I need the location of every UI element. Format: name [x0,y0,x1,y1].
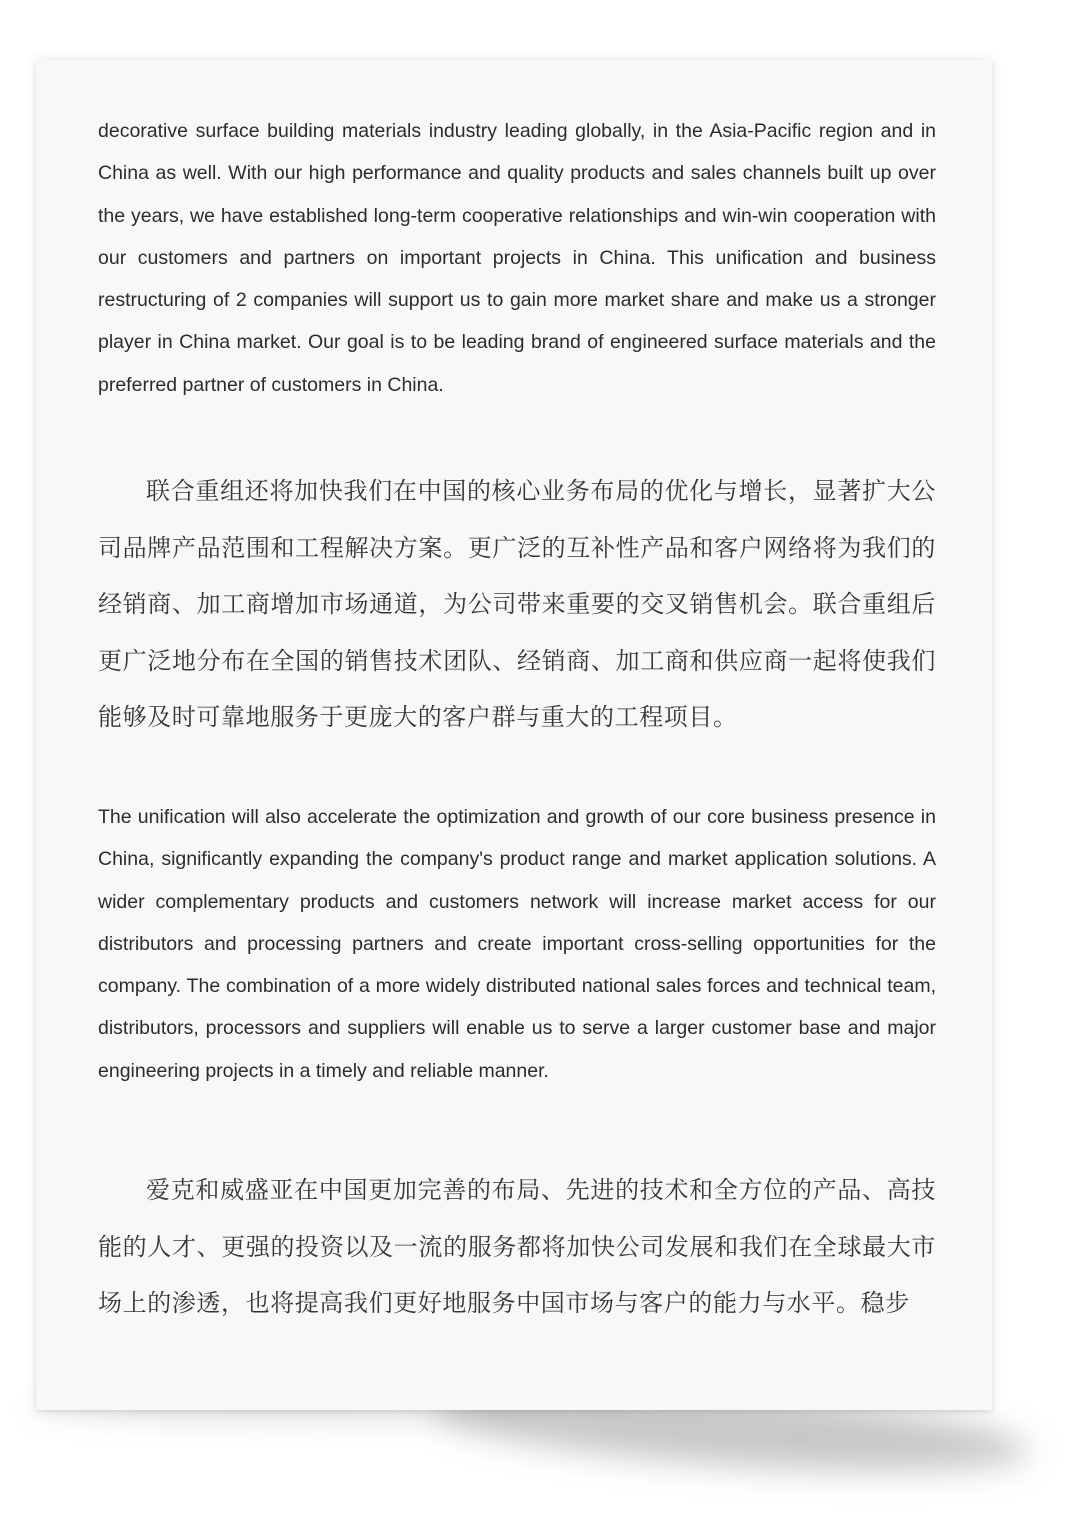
document-page [36,60,992,1410]
paragraph-chinese-1: 联合重组还将加快我们在中国的核心业务布局的优化与增长，显著扩大公司品牌产品范围和工程解决方案。更广泛的互补性产品和客户网络将为我们的经销商、加工商增加市场通道，为公司带来重要的交叉销售机会。联合重组后更广泛地分布在全国的销售技术团队、经销商、加工商和供应商一起将使我们能够及时可靠地服务于更庞大的客户群与重大的工程项目。 [98,477,936,732]
paragraph-english-2: The unification will also accelerate the optimization and growth of our core business presence in China, significantly expanding the company's product range and market application solutions. A wider complementary products and customers network will increase market access for our distributors and processing partners and create important cross-selling opportunities for the company. The combination of a more widely distributed national sales forces and technical team, distributors, processors and suppliers will enable us to serve a larger customer base and major engineering projects in a timely and reliable manner. [98,806,936,1082]
paragraph-chinese-2: 爱克和威盛亚在中国更加完善的布局、先进的技术和全方位的产品、高技能的人才、更强的投资以及一流的服务都将加快公司发展和我们在全球最大市场上的渗透，也将提高我们更好地服务中国市场与客户的能力与水平。稳步 [98,1176,936,1318]
paragraph-english-1: decorative surface building materials industry leading globally, in the Asia-Pacific region and in China as well. With our high performance and quality products and sales channels built up over the years, we have established long-term cooperative relationships and win-win cooperation with our customers and partners on important projects in China. This unification and business restructuring of 2 companies will support us to gain more market share and make us a stronger player in China market. Our goal is to be leading brand of engineered surface materials and the preferred partner of customers in China. [98,120,936,396]
